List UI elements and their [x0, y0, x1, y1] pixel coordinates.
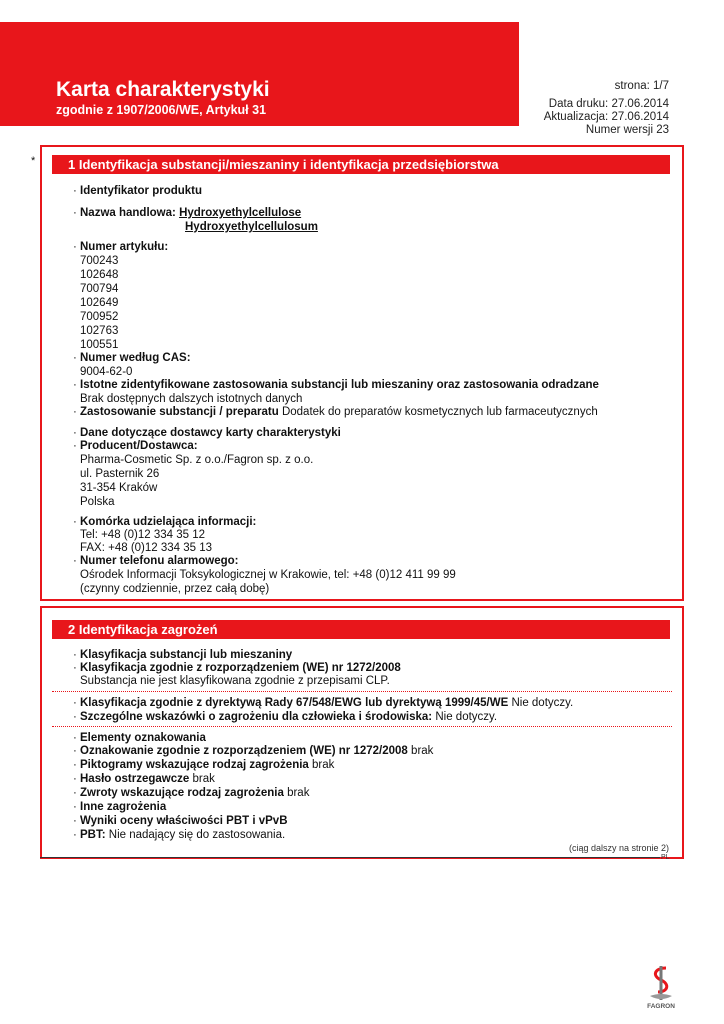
- trade-name-2-row: [185, 221, 318, 235]
- labelling-value: brak: [411, 745, 434, 757]
- application-value: Dodatek do preparatów kosmetycznych lub farmaceutycznych: [281, 406, 598, 418]
- document-subtitle: zgodnie z 1907/2006/WE, Artykuł 31: [56, 103, 267, 117]
- hazard-row: · Zwroty wskazujące rodzaj zagrożenia brak: [73, 787, 310, 799]
- trade-name-2: Hydroxyethylcellulosum: [185, 221, 318, 233]
- special-row: · Szczególne wskazówki o zagrożeniu dla człowieka i środowiska: Nie dotyczy.: [73, 711, 498, 723]
- producer-line: Polska: [80, 496, 115, 508]
- article-number-label: · Numer artykułu:: [73, 241, 169, 253]
- trade-name-row: · Nazwa handlowa: Hydroxyethylcellulose: [73, 207, 302, 219]
- update-date: Aktualizacja: 27.06.2014: [543, 111, 669, 123]
- product-identifier: · Identyfikator produktu: [73, 185, 203, 197]
- version-number: Numer wersji 23: [585, 124, 669, 136]
- document-title: Karta charakterystyki: [56, 78, 270, 101]
- dsd-value: Nie dotyczy.: [511, 697, 574, 709]
- fagron-logo-icon: [636, 962, 686, 1012]
- label-elements: · Elementy oznakowania: [73, 732, 206, 744]
- uses-label: · Istotne zidentyfikowane zastosowania substancji lub mieszaniny oraz zastosowania odradzane: [73, 379, 599, 391]
- special-value: Nie dotyczy.: [435, 711, 498, 723]
- dotted-separator: [52, 726, 672, 727]
- producer-label: · Producent/Dostawca:: [73, 440, 198, 452]
- signal-value: brak: [192, 773, 215, 785]
- section-2: [40, 606, 684, 859]
- pbt-results: · Wyniki oceny właściwości PBT i vPvB: [73, 815, 288, 827]
- section-1-title: 1 Identyfikacja substancji/mieszaniny i identyfikacja przedsiębiorstwa: [52, 155, 670, 174]
- article-number: 102763: [80, 325, 119, 337]
- hazard-value: brak: [287, 787, 310, 799]
- pbt-value: Nie nadający się do zastosowania.: [108, 829, 286, 841]
- pictograms-value: brak: [312, 759, 335, 771]
- article-number: 700794: [80, 283, 119, 295]
- cas-value: 9004-62-0: [80, 366, 133, 378]
- dsd-row: · Klasyfikacja zgodnie z dyrektywą Rady 67/548/EWG lub dyrektywą 1999/45/WE Nie dotyczy.: [73, 697, 574, 709]
- emergency-label: · Numer telefonu alarmowego:: [73, 555, 239, 567]
- emergency-line: (czynny codziennie, przez całą dobę): [80, 583, 270, 595]
- info-fax: FAX: +48 (0)12 334 35 13: [80, 542, 213, 554]
- trade-name-1: Hydroxyethylcellulose: [179, 207, 302, 219]
- info-tel: Tel: +48 (0)12 334 35 12: [80, 529, 205, 541]
- info-label: · Komórka udzielająca informacji:: [73, 516, 257, 528]
- cas-label: · Numer według CAS:: [73, 352, 191, 364]
- continued-note: (ciąg dalszy na stronie 2): [568, 843, 669, 853]
- section-2-title: 2 Identyfikacja zagrożeń: [52, 620, 670, 639]
- producer-line: ul. Pasternik 26: [80, 468, 160, 480]
- article-number: 102648: [80, 269, 119, 281]
- revision-mark: *: [31, 155, 36, 167]
- page-number: strona: 1/7: [614, 80, 669, 92]
- other-hazards: · Inne zagrożenia: [73, 801, 167, 813]
- clp-label: · Klasyfikacja zgodnie z rozporządzeniem (WE) nr 1272/2008: [73, 662, 401, 674]
- signal-row: · Hasło ostrzegawcze brak: [73, 773, 215, 785]
- pictograms-row: · Piktogramy wskazujące rodzaj zagrożenia brak: [73, 759, 335, 771]
- article-number: 102649: [80, 297, 119, 309]
- print-date: Data druku: 27.06.2014: [548, 98, 669, 110]
- classification-label: · Klasyfikacja substancji lub mieszaniny: [73, 649, 293, 661]
- clp-value: Substancja nie jest klasyfikowana zgodnie z przepisami CLP.: [80, 675, 390, 687]
- emergency-line: Ośrodek Informacji Toksykologicznej w Krakowie, tel: +48 (0)12 411 99 99: [80, 569, 456, 581]
- producer-line: 31-354 Kraków: [80, 482, 158, 494]
- producer-line: Pharma-Cosmetic Sp. z o.o./Fagron sp. z o.o.: [80, 454, 314, 466]
- application-row: · Zastosowanie substancji / preparatu Dodatek do preparatów kosmetycznych lub farmaceutycznych: [73, 406, 598, 418]
- logo-text: FAGRON: [647, 1003, 675, 1010]
- article-number: 700243: [80, 255, 119, 267]
- article-number: 100551: [80, 339, 119, 351]
- language-code: PL: [661, 854, 670, 861]
- footer-divider: [40, 857, 660, 858]
- dotted-separator: [52, 691, 672, 692]
- supplier-details: · Dane dotyczące dostawcy karty charakterystyki: [73, 427, 341, 439]
- labelling-row: · Oznakowanie zgodnie z rozporządzeniem (WE) nr 1272/2008 brak: [73, 745, 434, 757]
- article-number: 700952: [80, 311, 119, 323]
- section-1: [40, 145, 684, 601]
- pbt-row: · PBT: Nie nadający się do zastosowania.: [73, 829, 286, 841]
- uses-value: Brak dostępnych dalszych istotnych danych: [80, 393, 303, 405]
